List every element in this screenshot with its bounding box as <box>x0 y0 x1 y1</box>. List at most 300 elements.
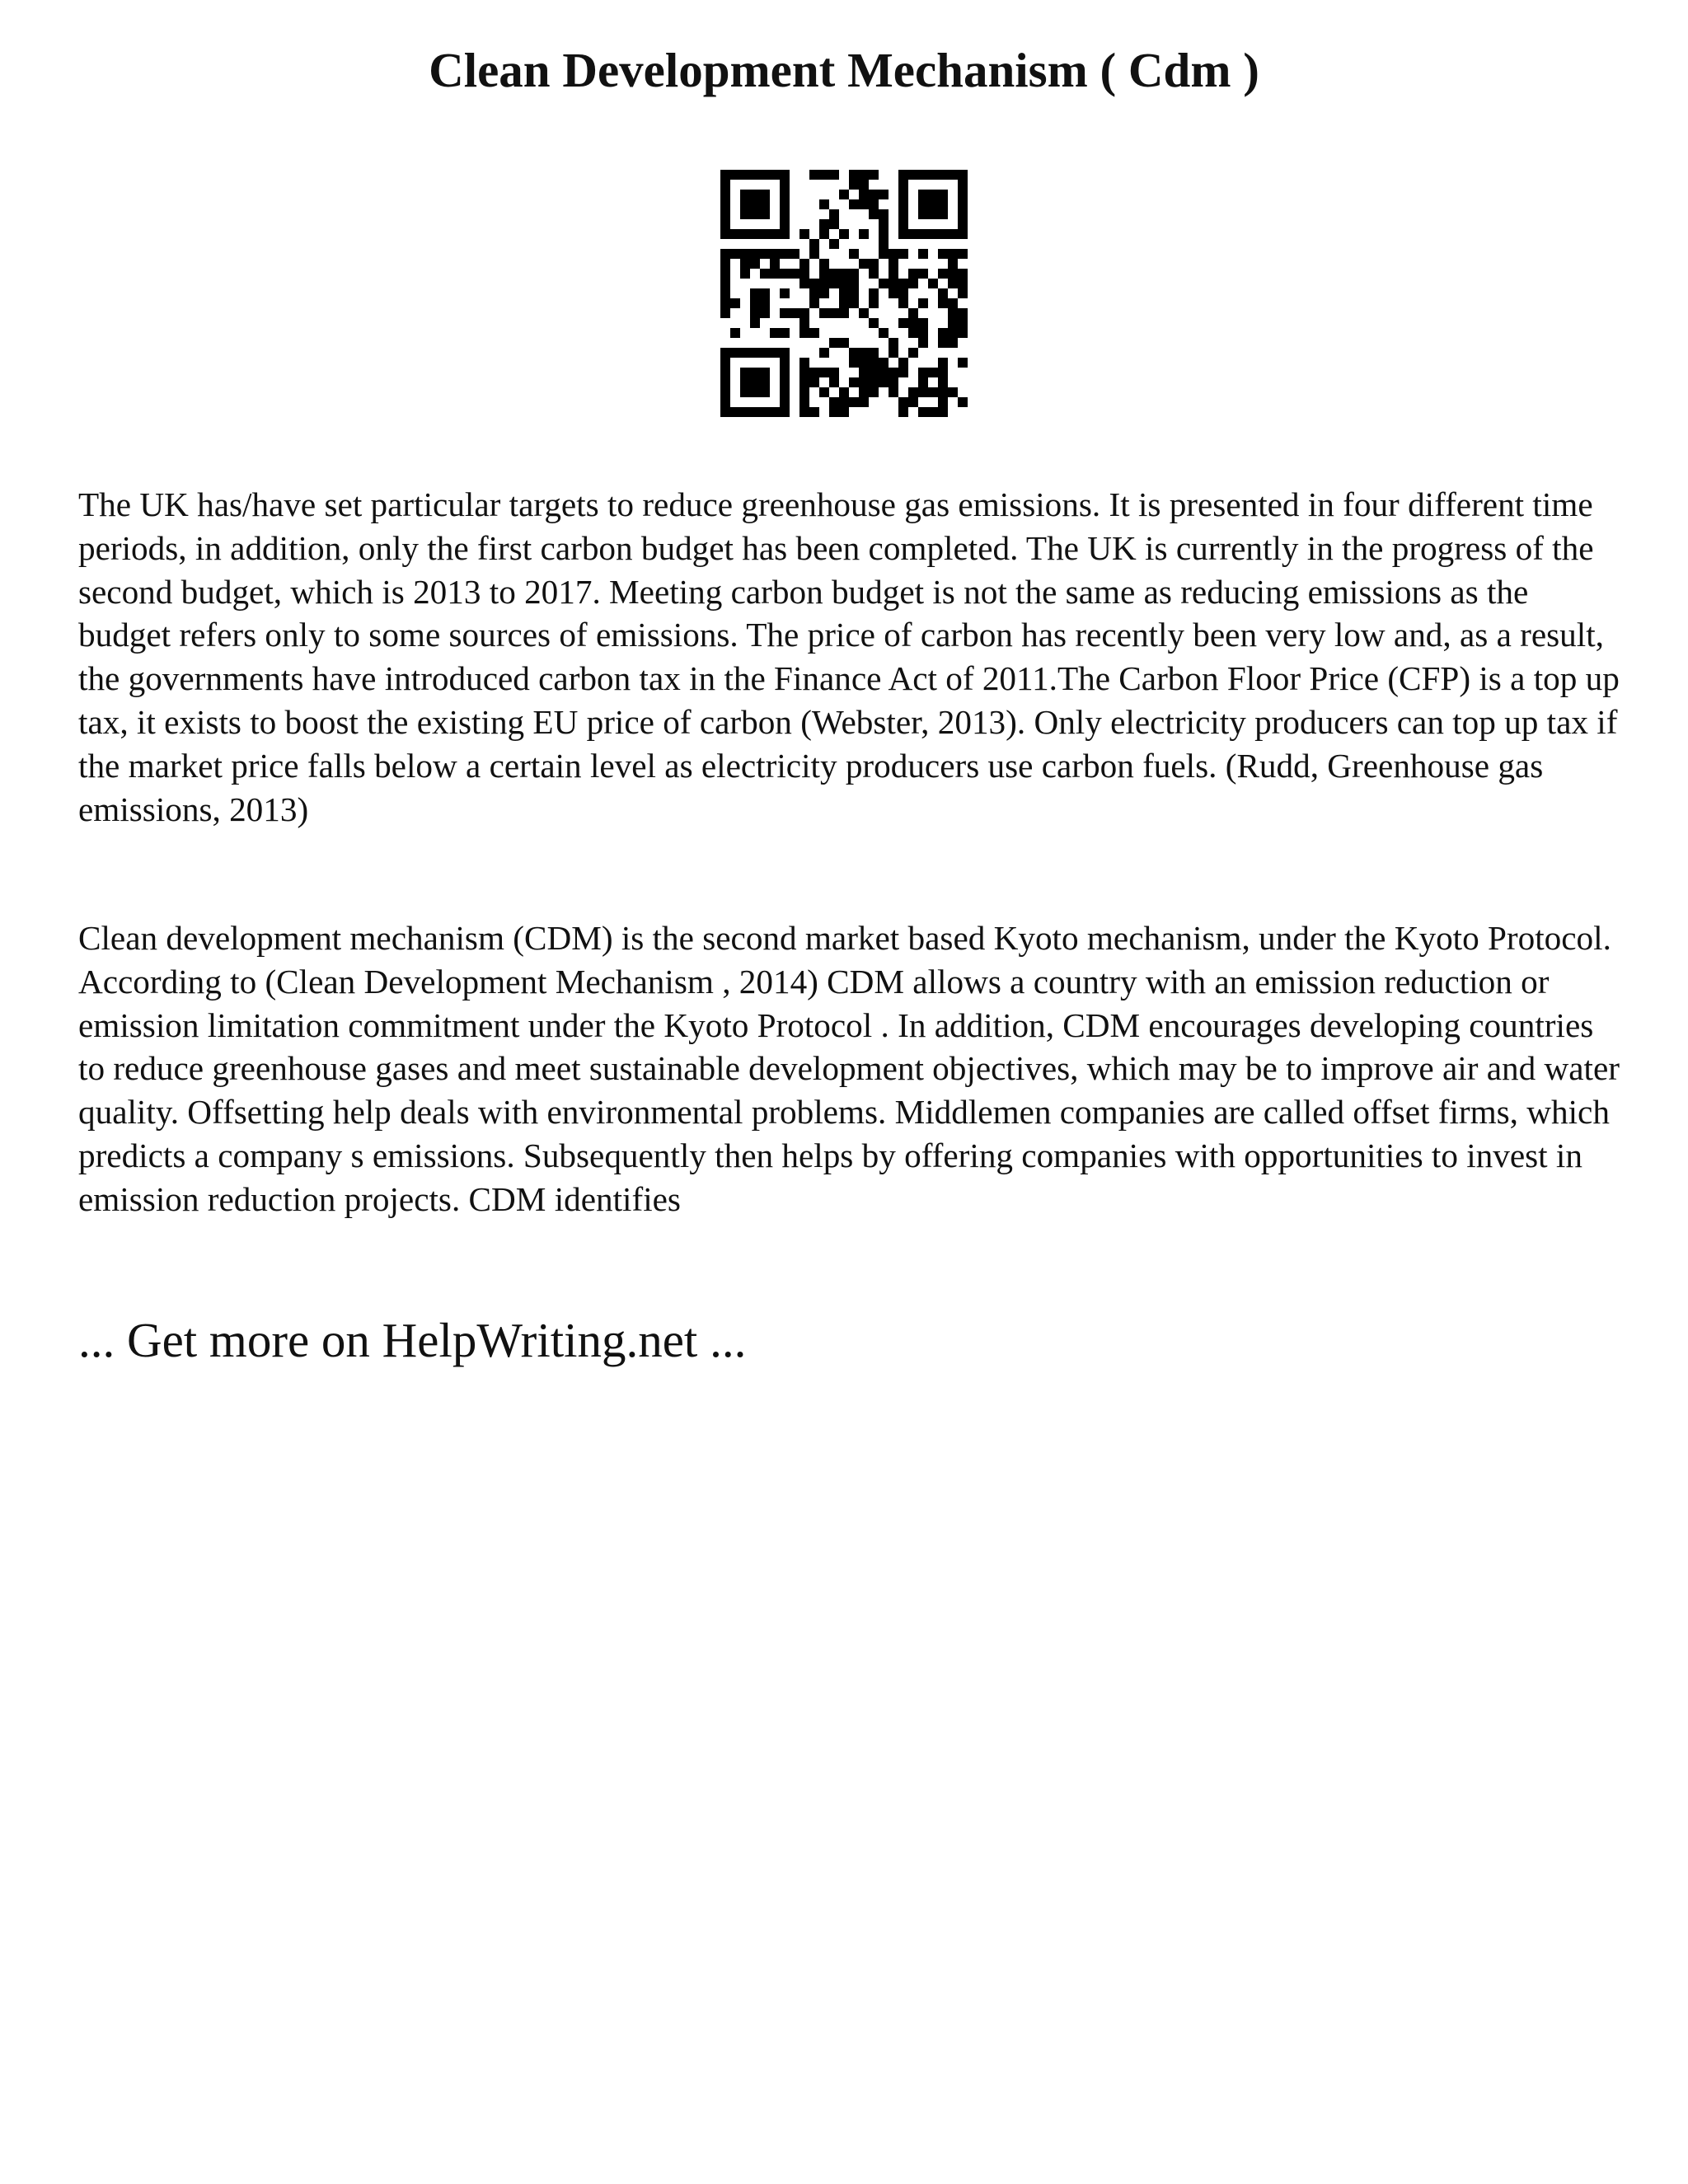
qr-module <box>928 407 938 417</box>
qr-code-icon <box>720 170 968 417</box>
qr-module <box>750 318 760 328</box>
qr-module <box>799 358 809 368</box>
qr-module <box>750 170 760 180</box>
qr-module <box>859 190 869 199</box>
qr-module <box>849 269 859 279</box>
qr-module <box>809 368 819 377</box>
qr-module <box>928 209 938 219</box>
qr-module <box>898 318 908 328</box>
qr-module <box>780 180 790 190</box>
qr-module <box>839 298 849 308</box>
qr-module <box>849 288 859 298</box>
qr-module <box>770 259 780 269</box>
qr-module <box>928 170 938 180</box>
qr-module <box>918 387 928 397</box>
qr-module <box>730 348 740 358</box>
qr-module <box>889 348 898 358</box>
qr-module <box>740 368 750 377</box>
qr-module <box>720 348 730 358</box>
qr-module <box>889 338 898 348</box>
qr-module <box>740 407 750 417</box>
qr-module <box>938 229 948 239</box>
qr-module <box>938 269 948 279</box>
qr-module <box>908 318 918 328</box>
qr-module <box>849 298 859 308</box>
qr-module <box>948 318 958 328</box>
qr-module <box>809 288 819 298</box>
qr-module <box>799 279 809 288</box>
qr-module <box>889 269 898 279</box>
qr-module <box>750 199 760 209</box>
qr-module <box>958 249 968 259</box>
qr-module <box>799 318 809 328</box>
qr-module <box>780 348 790 358</box>
qr-module <box>879 279 889 288</box>
qr-module <box>730 249 740 259</box>
qr-module <box>918 298 928 308</box>
qr-module <box>859 368 869 377</box>
qr-module <box>750 377 760 387</box>
qr-module <box>839 397 849 407</box>
qr-module <box>809 328 819 338</box>
qr-module <box>770 170 780 180</box>
qr-module <box>938 328 948 338</box>
qr-module <box>869 387 879 397</box>
qr-module <box>938 377 948 387</box>
qr-module <box>750 229 760 239</box>
qr-module <box>750 288 760 298</box>
qr-module <box>720 269 730 279</box>
qr-module <box>760 308 770 318</box>
qr-module <box>908 328 918 338</box>
qr-module <box>780 358 790 368</box>
qr-module <box>780 368 790 377</box>
qr-module <box>799 397 809 407</box>
qr-module <box>780 328 790 338</box>
qr-module <box>819 348 829 358</box>
qr-module <box>799 387 809 397</box>
qr-module <box>898 190 908 199</box>
qr-module <box>938 249 948 259</box>
qr-module <box>938 358 948 368</box>
qr-module <box>948 308 958 318</box>
qr-module <box>839 229 849 239</box>
qr-module <box>809 249 819 259</box>
qr-module <box>760 387 770 397</box>
qr-module <box>809 377 819 387</box>
qr-module <box>780 269 790 279</box>
qr-module <box>958 397 968 407</box>
qr-module <box>799 308 809 318</box>
qr-module <box>869 199 879 209</box>
qr-module <box>898 288 908 298</box>
qr-module <box>750 249 760 259</box>
qr-module <box>958 358 968 368</box>
qr-module <box>938 288 948 298</box>
qr-module <box>770 229 780 239</box>
qr-module <box>918 407 928 417</box>
qr-module <box>859 358 869 368</box>
qr-module <box>750 348 760 358</box>
qr-module <box>859 170 869 180</box>
qr-module <box>760 269 770 279</box>
qr-module <box>829 397 839 407</box>
qr-module <box>770 328 780 338</box>
qr-module <box>790 269 799 279</box>
qr-module <box>958 209 968 219</box>
qr-module <box>918 170 928 180</box>
qr-module <box>829 239 839 249</box>
qr-module <box>879 377 889 387</box>
qr-module <box>898 368 908 377</box>
qr-module <box>898 407 908 417</box>
qr-module <box>869 377 879 387</box>
qr-module <box>780 170 790 180</box>
qr-module <box>740 249 750 259</box>
qr-module <box>889 279 898 288</box>
qr-module <box>879 358 889 368</box>
qr-module <box>958 269 968 279</box>
qr-module <box>770 407 780 417</box>
qr-module <box>760 170 770 180</box>
qr-module <box>750 387 760 397</box>
qr-module <box>760 249 770 259</box>
qr-module <box>879 368 889 377</box>
qr-module <box>720 407 730 417</box>
qr-module <box>908 348 918 358</box>
qr-module <box>898 397 908 407</box>
qr-module <box>720 377 730 387</box>
qr-module <box>760 209 770 219</box>
qr-module <box>898 358 908 368</box>
qr-module <box>898 219 908 229</box>
qr-module <box>720 387 730 397</box>
qr-module <box>849 180 859 190</box>
qr-module <box>889 377 898 387</box>
qr-module <box>908 170 918 180</box>
qr-module <box>760 407 770 417</box>
qr-module <box>948 298 958 308</box>
qr-module <box>948 259 958 269</box>
qr-module <box>869 288 879 298</box>
qr-module <box>780 387 790 397</box>
qr-module <box>958 328 968 338</box>
qr-module <box>958 170 968 180</box>
qr-module <box>948 328 958 338</box>
qr-module <box>928 190 938 199</box>
qr-module <box>809 407 819 417</box>
qr-module <box>720 308 730 318</box>
qr-module <box>908 387 918 397</box>
qr-module <box>780 199 790 209</box>
qr-module <box>819 219 829 229</box>
qr-module <box>918 199 928 209</box>
qr-module <box>869 170 879 180</box>
qr-module <box>750 368 760 377</box>
qr-module <box>720 368 730 377</box>
qr-module <box>799 368 809 377</box>
qr-module <box>809 170 819 180</box>
qr-module <box>938 368 948 377</box>
qr-module <box>730 170 740 180</box>
qr-module <box>938 387 948 397</box>
qr-module <box>898 298 908 308</box>
qr-module <box>859 259 869 269</box>
qr-module <box>750 308 760 318</box>
qr-module <box>948 249 958 259</box>
qr-module <box>908 397 918 407</box>
qr-module <box>720 229 730 239</box>
qr-module <box>740 190 750 199</box>
qr-module <box>918 328 928 338</box>
qr-module <box>839 288 849 298</box>
qr-module <box>740 387 750 397</box>
qr-module <box>918 209 928 219</box>
qr-module <box>928 368 938 377</box>
qr-module <box>869 190 879 199</box>
qr-module <box>720 259 730 269</box>
qr-module <box>760 288 770 298</box>
qr-module <box>948 338 958 348</box>
qr-module <box>958 308 968 318</box>
qr-module <box>770 249 780 259</box>
qr-module <box>799 407 809 417</box>
qr-module <box>948 229 958 239</box>
qr-module <box>918 249 928 259</box>
qr-module <box>948 387 958 397</box>
qr-module <box>740 259 750 269</box>
qr-module <box>869 358 879 368</box>
qr-module <box>819 229 829 239</box>
qr-module <box>918 190 928 199</box>
qr-module <box>799 229 809 239</box>
qr-module <box>859 348 869 358</box>
qr-module <box>829 219 839 229</box>
qr-module <box>889 387 898 397</box>
qr-module <box>799 269 809 279</box>
qr-module <box>780 288 790 298</box>
qr-module <box>839 308 849 318</box>
body-paragraph: The UK has/have set particular targets to reduce greenhouse gas emissions. It is presented in four different time periods, in addition, only the first carbon budget has been completed. The UK is currently in the progress of the second budget, which is 2013 to 2017. Meeting carbon budget is not the same as reducing emissions as the budget refers only to some sources of emissions. The price of carbon has recently been very low and, as a result, the governments have introduced carbon tax in the Finance Act of 2011.The Carbon Floor Price (CFP) is a top up tax, it exists to boost the existing EU price of carbon (Webster, 2013). Only electricity producers can top up tax if the market price falls below a certain level as electricity producers use carbon fuels. (Rudd, Greenhouse gas emissions, 2013) <box>78 485 1620 828</box>
qr-module <box>780 397 790 407</box>
qr-module <box>928 279 938 288</box>
qr-module <box>859 397 869 407</box>
qr-module <box>889 249 898 259</box>
qr-module <box>780 308 790 318</box>
qr-module <box>948 170 958 180</box>
qr-module <box>780 219 790 229</box>
qr-module <box>859 199 869 209</box>
qr-module <box>898 180 908 190</box>
qr-module <box>898 199 908 209</box>
qr-module <box>869 298 879 308</box>
qr-module <box>839 190 849 199</box>
qr-module <box>898 229 908 239</box>
qr-module <box>819 259 829 269</box>
qr-module <box>720 180 730 190</box>
body-paragraph: Clean development mechanism (CDM) is the second market based Kyoto mechanism, under the Kyoto Protocol. According to (Clean Development Mechanism , 2014) CDM allows a country with an emission reduction or emission limitation commitment under the Kyoto Protocol . In addition, CDM encourages developing countries to reduce greenhouse gases and meet sustainable development objectives, which may be to improve air and water quality. Offsetting help deals with environmental problems. Middlemen companies are called offset firms, which predicts a company s emissions. Subsequently then helps by offering companies with opportunities to invest in emission reduction projects. CDM identifies <box>78 919 1620 1218</box>
qr-module <box>958 288 968 298</box>
qr-module <box>928 199 938 209</box>
qr-module <box>819 368 829 377</box>
qr-module <box>879 190 889 199</box>
qr-module <box>829 308 839 318</box>
qr-module <box>770 269 780 279</box>
qr-module <box>780 377 790 387</box>
qr-module <box>720 288 730 298</box>
qr-module <box>740 348 750 358</box>
qr-module <box>720 219 730 229</box>
qr-module <box>928 229 938 239</box>
qr-module <box>859 229 869 239</box>
qr-module <box>819 269 829 279</box>
qr-module <box>829 407 839 417</box>
qr-module <box>849 348 859 358</box>
qr-module <box>730 298 740 308</box>
qr-module <box>829 377 839 387</box>
get-more-link[interactable]: ... Get more on HelpWriting.net ... <box>78 1313 747 1367</box>
qr-module <box>720 249 730 259</box>
qr-module <box>849 170 859 180</box>
qr-module <box>889 259 898 269</box>
qr-module <box>740 199 750 209</box>
qr-module <box>869 259 879 269</box>
qr-module <box>948 269 958 279</box>
qr-module <box>849 279 859 288</box>
qr-module <box>720 279 730 288</box>
qr-module <box>849 397 859 407</box>
qr-module <box>720 190 730 199</box>
qr-module <box>780 209 790 219</box>
qr-module <box>938 199 948 209</box>
qr-module <box>869 318 879 328</box>
qr-module <box>879 219 889 229</box>
qr-module <box>730 229 740 239</box>
qr-module <box>770 348 780 358</box>
qr-module <box>869 348 879 358</box>
qr-module <box>829 338 839 348</box>
qr-module <box>799 259 809 269</box>
qr-module <box>918 377 928 387</box>
qr-module <box>750 190 760 199</box>
qr-module <box>849 358 859 368</box>
qr-module <box>918 269 928 279</box>
qr-module <box>908 269 918 279</box>
qr-module <box>839 338 849 348</box>
qr-module <box>780 249 790 259</box>
qr-module <box>879 249 889 259</box>
qr-module <box>859 180 869 190</box>
page-title: Clean Development Mechanism ( Cdm ) <box>429 43 1259 97</box>
qr-module <box>760 199 770 209</box>
qr-module <box>938 209 948 219</box>
qr-module <box>720 209 730 219</box>
qr-module <box>760 348 770 358</box>
qr-module <box>829 368 839 377</box>
qr-module <box>720 199 730 209</box>
qr-module <box>958 318 968 328</box>
qr-module <box>790 249 799 259</box>
qr-module <box>819 288 829 298</box>
qr-module <box>928 387 938 397</box>
qr-module <box>839 407 849 417</box>
qr-module <box>879 229 889 239</box>
qr-module <box>780 407 790 417</box>
qr-module <box>869 209 879 219</box>
qr-module <box>898 209 908 219</box>
qr-module <box>908 229 918 239</box>
qr-module <box>829 209 839 219</box>
qr-module <box>819 308 829 318</box>
qr-module <box>849 249 859 259</box>
qr-module <box>750 259 760 269</box>
qr-module <box>720 298 730 308</box>
qr-module <box>819 170 829 180</box>
qr-module <box>869 269 879 279</box>
qr-module <box>740 377 750 387</box>
qr-module <box>908 308 918 318</box>
qr-module <box>859 308 869 318</box>
qr-module <box>799 328 809 338</box>
qr-module <box>799 377 809 387</box>
qr-module <box>849 199 859 209</box>
qr-module <box>780 229 790 239</box>
qr-module <box>938 298 948 308</box>
qr-module <box>809 239 819 249</box>
qr-module <box>889 288 898 298</box>
qr-module <box>859 387 869 397</box>
qr-module <box>958 199 968 209</box>
qr-module <box>819 279 829 288</box>
qr-module <box>740 229 750 239</box>
qr-module <box>760 377 770 387</box>
qr-module <box>879 239 889 249</box>
qr-module <box>908 279 918 288</box>
qr-module <box>750 298 760 308</box>
qr-module <box>879 328 889 338</box>
qr-module <box>918 229 928 239</box>
qr-module <box>839 279 849 288</box>
qr-module <box>898 170 908 180</box>
qr-module <box>829 269 839 279</box>
qr-module <box>760 368 770 377</box>
qr-module <box>760 298 770 308</box>
qr-module <box>938 190 948 199</box>
qr-module <box>918 338 928 348</box>
qr-module <box>918 318 928 328</box>
qr-module <box>839 269 849 279</box>
qr-module <box>740 269 750 279</box>
qr-module <box>849 377 859 387</box>
qr-module <box>958 190 968 199</box>
qr-module <box>938 170 948 180</box>
qr-module <box>809 298 819 308</box>
qr-module <box>889 368 898 377</box>
qr-module <box>898 249 908 259</box>
qr-module <box>938 338 948 348</box>
qr-module <box>958 180 968 190</box>
qr-module <box>730 328 740 338</box>
qr-module <box>730 407 740 417</box>
qr-module <box>869 368 879 377</box>
qr-module <box>958 229 968 239</box>
qr-module <box>948 279 958 288</box>
qr-module <box>879 209 889 219</box>
qr-module <box>809 279 819 288</box>
qr-module <box>720 397 730 407</box>
qr-module <box>750 407 760 417</box>
qr-module <box>819 199 829 209</box>
